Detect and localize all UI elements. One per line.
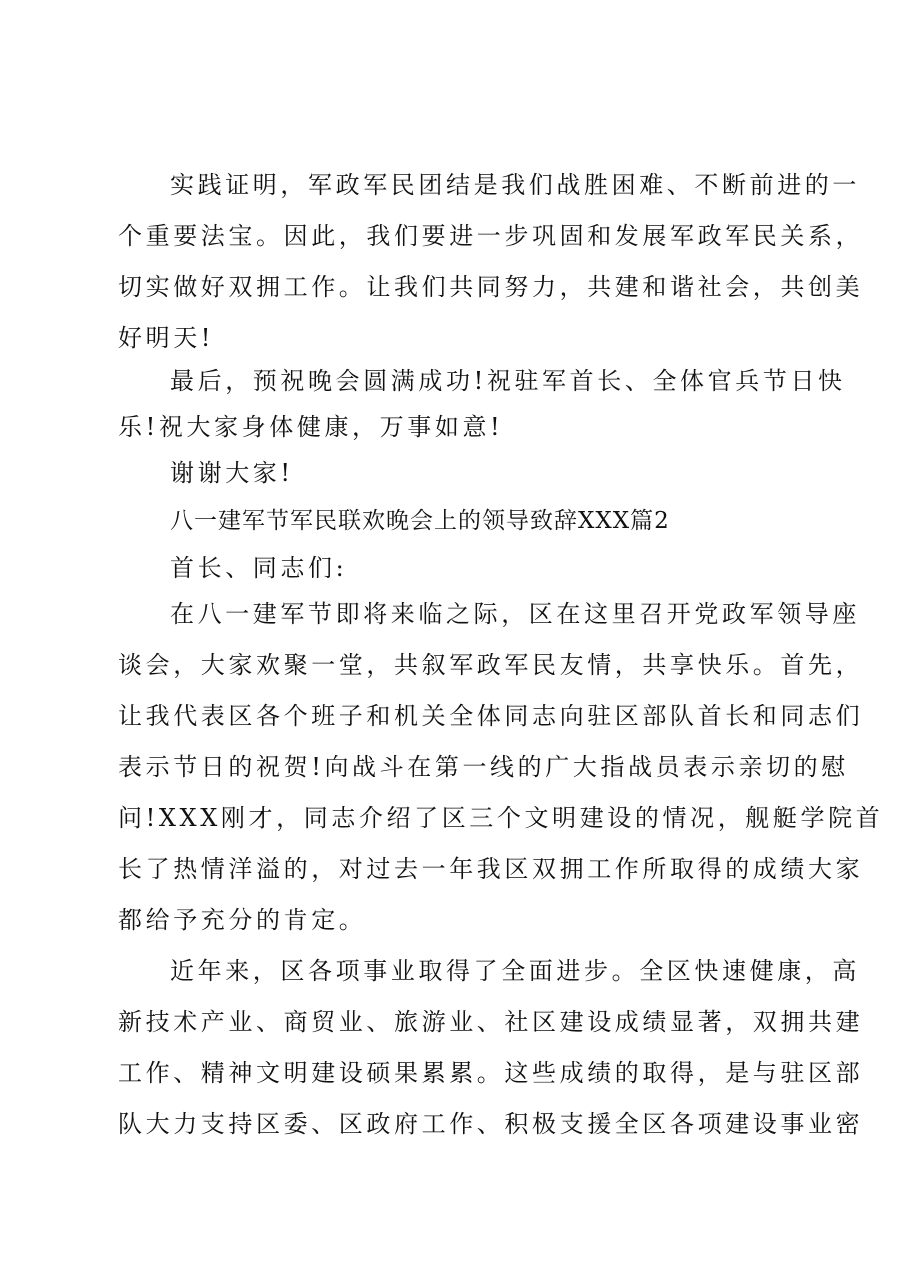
text-line: 好明天! (118, 324, 215, 352)
text-line: 乐!祝大家身体健康，万事如意! (118, 413, 504, 441)
text-line: 最后，预祝晚会圆满成功!祝驻军首长、全体官兵节日快 (170, 367, 846, 395)
text-line: 队大力支持区委、区政府工作、积极支援全区各项建设事业密 (118, 1110, 864, 1138)
text-line: 长了热情洋溢的，对过去一年我区双拥工作所取得的成绩大家 (118, 855, 864, 883)
section-title: 八一建军节军民联欢晚会上的领导致辞XXX篇2 (170, 508, 670, 534)
text-line: 首长、同志们: (170, 554, 348, 582)
text-line: 工作、精神文明建设硕果累累。这些成绩的取得，是与驻区部 (118, 1059, 864, 1087)
text-line: 个重要法宝。因此，我们要进一步巩固和发展军政军民关系， (118, 222, 864, 250)
text-line: 实践证明，军政军民团结是我们战胜困难、不断前进的一 (170, 171, 860, 199)
text-line: 谈会，大家欢聚一堂，共叙军政军民友情，共享快乐。首先， (118, 651, 864, 679)
text-line: 在八一建军节即将来临之际，区在这里召开党政军领导座 (170, 600, 860, 628)
text-line: 切实做好双拥工作。让我们共同努力，共建和谐社会，共创美 (118, 273, 864, 301)
text-line: 让我代表区各个班子和机关全体同志向驻区部队首长和同志们 (118, 702, 864, 730)
text-line: 都给予充分的肯定。 (118, 906, 367, 934)
text-line: 表示节日的祝贺!向战斗在第一线的广大指战员表示亲切的慰 (118, 753, 849, 781)
text-line: 谢谢大家! (170, 459, 294, 487)
text-line: 新技术产业、商贸业、旅游业、社区建设成绩显著，双拥共建 (118, 1008, 864, 1036)
text-line: 问!XXX刚才，同志介绍了区三个文明建设的情况，舰艇学院首 (118, 804, 884, 832)
text-line: 近年来，区各项事业取得了全面进步。全区快速健康，高 (170, 957, 860, 985)
